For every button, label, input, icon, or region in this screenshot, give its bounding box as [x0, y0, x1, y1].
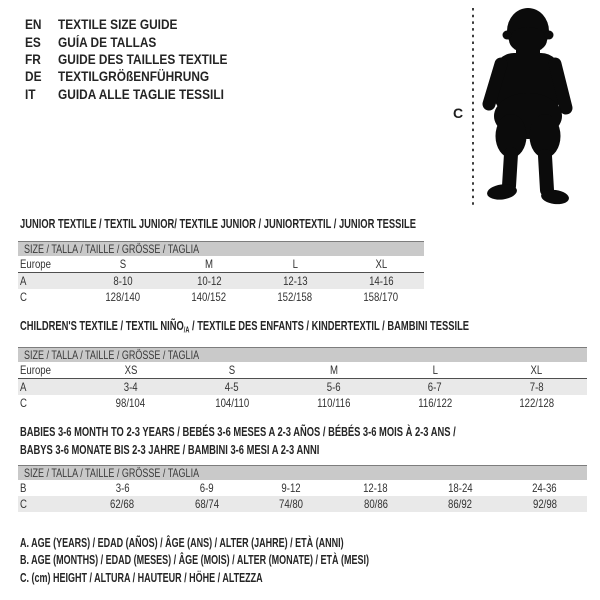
table-row: [18, 395, 587, 411]
column-header-cell: [80, 363, 181, 377]
region-header-cell: [18, 363, 80, 377]
column-header-cell: [283, 363, 384, 377]
language-guide-row: [25, 68, 251, 85]
value-cell: [283, 380, 384, 394]
value-text: 14-16: [368, 274, 394, 288]
value-text: 4-5: [225, 380, 240, 394]
column-header-text: Europe: [20, 257, 51, 271]
size-header-bar: [18, 465, 587, 480]
value-text: 152/158: [277, 290, 313, 304]
column-header-text: S: [119, 257, 127, 271]
column-header-cell: [252, 257, 338, 271]
value-cell: [334, 497, 419, 511]
value-cell: [249, 497, 334, 511]
value-cell: [80, 380, 181, 394]
value-text: 6-7: [427, 380, 442, 394]
language-code: [25, 35, 58, 50]
table-row: [18, 480, 587, 496]
column-header-text: S: [228, 363, 236, 377]
value-cell: [283, 396, 384, 410]
value-cell: [252, 274, 338, 288]
column-header-text: M: [329, 363, 338, 377]
column-header-cell: [384, 363, 485, 377]
value-cell: [503, 481, 588, 495]
table-row: [18, 273, 424, 289]
value-cell: [80, 396, 181, 410]
value-cell: [181, 380, 282, 394]
value-text: 9-12: [281, 481, 301, 495]
baby-figure: [466, 4, 578, 208]
baby-silhouette-icon: [486, 8, 570, 206]
column-header-cell: [181, 363, 282, 377]
row-label-cell: [18, 396, 80, 410]
value-text: 6-9: [199, 481, 214, 495]
column-header-text: M: [205, 257, 213, 271]
size-header-bar: [18, 347, 587, 362]
value-cell: [338, 274, 424, 288]
size-table: [18, 241, 424, 305]
section-title-line: BABIES 3-6 MONTH TO 2-3 YEARS / BEBÉS 3-6 MESES A 2-3 AÑOS / BÉBÉS 3-6 MOIS À 2-3 ANS /: [20, 424, 456, 439]
footnotes-block: [20, 535, 505, 587]
row-label-cell: [18, 481, 80, 495]
column-header-row: [18, 362, 587, 379]
value-text: 10-12: [196, 274, 222, 288]
table-row: [18, 289, 424, 305]
value-text: 12-18: [363, 481, 389, 495]
language-guide-label: GUIDE DES TAILLES TEXTILE: [58, 51, 228, 67]
value-text: 12-13: [282, 274, 308, 288]
row-label: C: [20, 497, 27, 511]
language-code-text: FR: [25, 51, 41, 67]
language-guide-label: TEXTILGRÖßENFÜHRUNG: [58, 69, 210, 85]
value-text: 92/98: [532, 497, 557, 511]
row-label: A: [20, 380, 27, 394]
value-text: 158/170: [363, 290, 399, 304]
value-text: 128/140: [105, 290, 141, 304]
value-cell: [338, 290, 424, 304]
row-label-cell: [18, 497, 80, 511]
value-cell: [418, 481, 503, 495]
size-header-label: SIZE / TALLA / TAILLE / GRÖSSE / TAGLIA: [24, 466, 200, 480]
value-text: 116/122: [417, 396, 452, 410]
value-text: 98/104: [116, 396, 146, 410]
row-label-cell: [18, 380, 80, 394]
value-cell: [252, 290, 338, 304]
language-guide-label: GUÍA DE TALLAS: [58, 34, 157, 50]
section-title: [20, 215, 570, 233]
language-guide-row: [25, 16, 251, 33]
value-cell: [384, 380, 485, 394]
language-guide-row: [25, 51, 251, 68]
language-guide-label: TEXTILE SIZE GUIDE: [58, 17, 178, 33]
value-cell: [80, 497, 165, 511]
size-header-label: SIZE / TALLA / TAILLE / GRÖSSE / TAGLIA: [24, 242, 200, 256]
value-cell: [181, 396, 282, 410]
value-cell: [418, 497, 503, 511]
language-code-text: ES: [25, 34, 41, 50]
language-guide-row: [25, 33, 251, 50]
value-text: 24-36: [532, 481, 558, 495]
column-header-text: XS: [124, 363, 138, 377]
value-text: 140/152: [191, 290, 227, 304]
column-header-cell: [166, 257, 252, 271]
row-label: C: [20, 290, 27, 304]
value-cell: [165, 497, 250, 511]
value-text: 62/68: [110, 497, 135, 511]
column-header-cell: [338, 257, 424, 271]
column-header-text: XL: [375, 257, 387, 271]
value-text: 5-6: [326, 380, 341, 394]
baby-figure-svg: [466, 4, 578, 208]
section-title-line: CHILDREN'S TEXTILE / TEXTIL $NIÑO_{/A}$ / TEXTILE DES ENFANTS / KINDERTEXTIL / BAMBINI TESSILE: [20, 318, 470, 335]
subscript-a: /A: [183, 325, 190, 335]
column-header-text: L: [292, 257, 298, 271]
value-cell: [486, 396, 587, 410]
section-title: [20, 317, 600, 339]
value-text: 74/80: [279, 497, 304, 511]
row-label-cell: [18, 274, 80, 288]
value-cell: [80, 290, 166, 304]
size-header-label: SIZE / TALLA / TAILLE / GRÖSSE / TAGLIA: [24, 348, 200, 362]
value-cell: [503, 497, 588, 511]
row-label: A: [20, 274, 27, 288]
value-text: 68/74: [194, 497, 219, 511]
language-code: [25, 87, 58, 102]
value-text: 110/116: [316, 396, 351, 410]
language-code-text: IT: [25, 86, 36, 102]
column-header-row: [18, 256, 424, 273]
language-guide-row: [25, 86, 251, 103]
value-cell: [249, 481, 334, 495]
section-title-line: BABYS 3-6 MONATE BIS 2-3 JAHRE / BAMBINI 3-6 MESI A 2-3 ANNI: [20, 441, 320, 457]
language-guide-block: [25, 16, 251, 103]
value-cell: [165, 481, 250, 495]
table-row: [18, 496, 587, 512]
footnote-line: A. AGE (YEARS) / EDAD (AÑOS) / ÂGE (ANS) / ALTER (JAHRE) / ETÀ (ANNI): [20, 536, 344, 550]
size-header-bar: [18, 241, 424, 256]
language-guide-label: GUIDA ALLE TAGLIE TESSILI: [58, 86, 224, 102]
size-table: [18, 465, 587, 512]
value-text: 86/92: [448, 497, 473, 511]
language-code-text: DE: [25, 69, 42, 85]
size-table: [18, 347, 587, 411]
footnote-line: B. AGE (MONTHS) / EDAD (MESES) / ÂGE (MOIS) / ALTER (MONATE) / ETÀ (MESI): [20, 553, 369, 568]
value-cell: [166, 274, 252, 288]
column-header-text: L: [432, 363, 438, 377]
value-text: 122/128: [518, 396, 554, 410]
column-header-text: Europe: [20, 363, 51, 377]
section-title: [20, 423, 600, 458]
value-cell: [486, 380, 587, 394]
value-text: 18-24: [447, 481, 473, 495]
value-text: 8-10: [113, 274, 133, 288]
value-cell: [384, 396, 485, 410]
language-code: [25, 52, 58, 67]
value-cell: [334, 481, 419, 495]
row-label: B: [20, 481, 27, 495]
footnote-line: C. (cm) HEIGHT / ALTURA / HAUTEUR / HÖHE / ALTEZZA: [20, 570, 263, 585]
row-label-cell: [18, 290, 80, 304]
language-code-text: EN: [25, 17, 42, 33]
language-code: [25, 69, 58, 84]
region-header-cell: [18, 257, 80, 271]
table-row: [18, 379, 587, 395]
section-title-line: JUNIOR TEXTILE / TEXTIL JUNIOR/ TEXTILE JUNIOR / JUNIORTEXTIL / JUNIOR TESSILE: [20, 216, 416, 231]
row-label: C: [20, 396, 27, 410]
height-measure-label: C: [453, 105, 464, 121]
value-cell: [166, 290, 252, 304]
column-header-text: XL: [530, 363, 543, 377]
column-header-cell: [486, 363, 587, 377]
value-text: 7-8: [529, 380, 544, 394]
value-text: 104/110: [215, 396, 250, 410]
column-header-cell: [80, 257, 166, 271]
language-code: [25, 17, 58, 32]
value-cell: [80, 481, 165, 495]
value-text: 3-4: [123, 380, 138, 394]
value-text: 3-6: [115, 481, 130, 495]
value-cell: [80, 274, 166, 288]
value-text: 80/86: [363, 497, 388, 511]
